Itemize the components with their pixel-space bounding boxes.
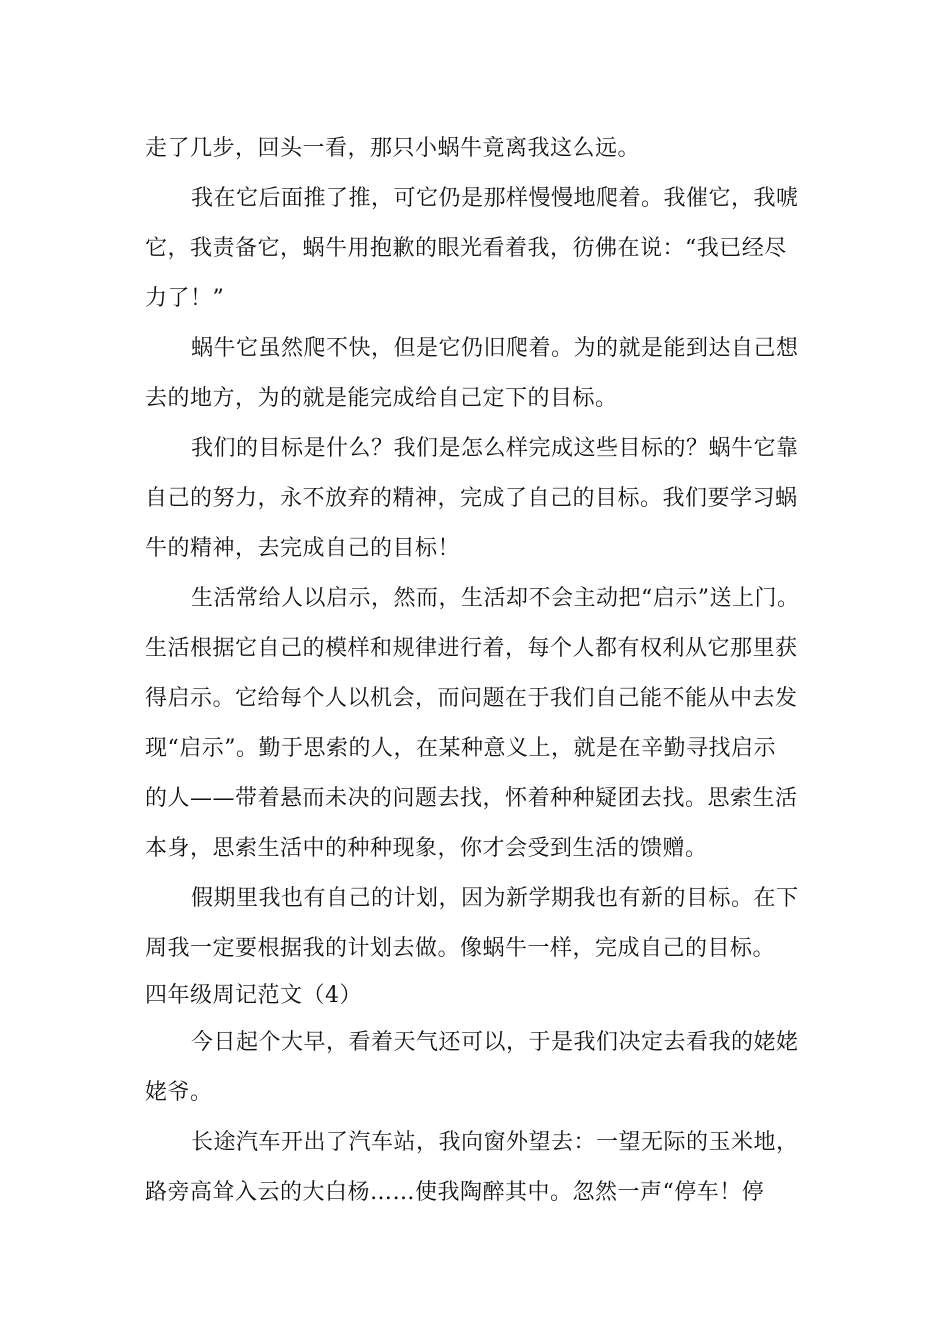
text-line: 它，我责备它，蜗牛用抱歉的眼光看着我，彷佛在说：“我已经尽 (145, 236, 787, 261)
text-line: 去的地方，为的就是能完成给自己定下的目标。 (145, 386, 618, 411)
text-line: 力了！” (145, 286, 225, 311)
text-line: 路旁高耸入云的大白杨……使我陶醉其中。忽然一声“停车！停 (145, 1180, 765, 1205)
text-line: 牛的精神，去完成自己的目标！ (145, 536, 461, 561)
paragraph-start-line: 我在它后面推了推，可它仍是那样慢慢地爬着。我催它，我唬 (191, 186, 799, 211)
text-line: 走了几步，回头一看，那只小蜗牛竟离我这么远。 (145, 136, 641, 161)
text-line: 生活根据它自己的模样和规律进行着，每个人都有权利从它那里获 (145, 636, 798, 661)
text-line: 本身，思索生活中的种种现象，你才会受到生活的馈赠。 (145, 836, 708, 861)
text-line: 的人——带着悬而未决的问题去找，怀着种种疑团去找。思索生活 (145, 786, 798, 811)
document-body (145, 124, 815, 1218)
text-line: 自己的努力，永不放弃的精神，完成了自己的目标。我们要学习蜗 (145, 486, 798, 511)
text-line: 周我一定要根据我的计划去做。像蜗牛一样，完成自己的目标。 (145, 936, 776, 961)
text-line: 姥爷。 (145, 1080, 213, 1105)
text-line: 得启示。它给每个人以机会，而问题在于我们自己能不能从中去发 (145, 686, 798, 711)
text-line: 现“启示”。勤于思索的人，在某种意义上，就是在辛勤寻找启示 (145, 736, 776, 761)
paragraph-start-line: 长途汽车开出了汽车站，我向窗外望去：一望无际的玉米地， (191, 1130, 799, 1155)
paragraph-start-line: 今日起个大早，看着天气还可以，于是我们决定去看我的姥姥 (191, 1030, 799, 1055)
paragraph-start-line: 生活常给人以启示，然而，生活却不会主动把“启示”送上门。 (191, 586, 800, 611)
section-heading: 四年级周记范文（4） (145, 983, 362, 1008)
paragraph-start-line: 我们的目标是什么？我们是怎么样完成这些目标的？蜗牛它靠 (191, 436, 799, 461)
paragraph-start-line: 蜗牛它虽然爬不快，但是它仍旧爬着。为的就是能到达自己想 (191, 336, 799, 361)
paragraph-start-line: 假期里我也有自己的计划，因为新学期我也有新的目标。在下 (191, 886, 799, 911)
